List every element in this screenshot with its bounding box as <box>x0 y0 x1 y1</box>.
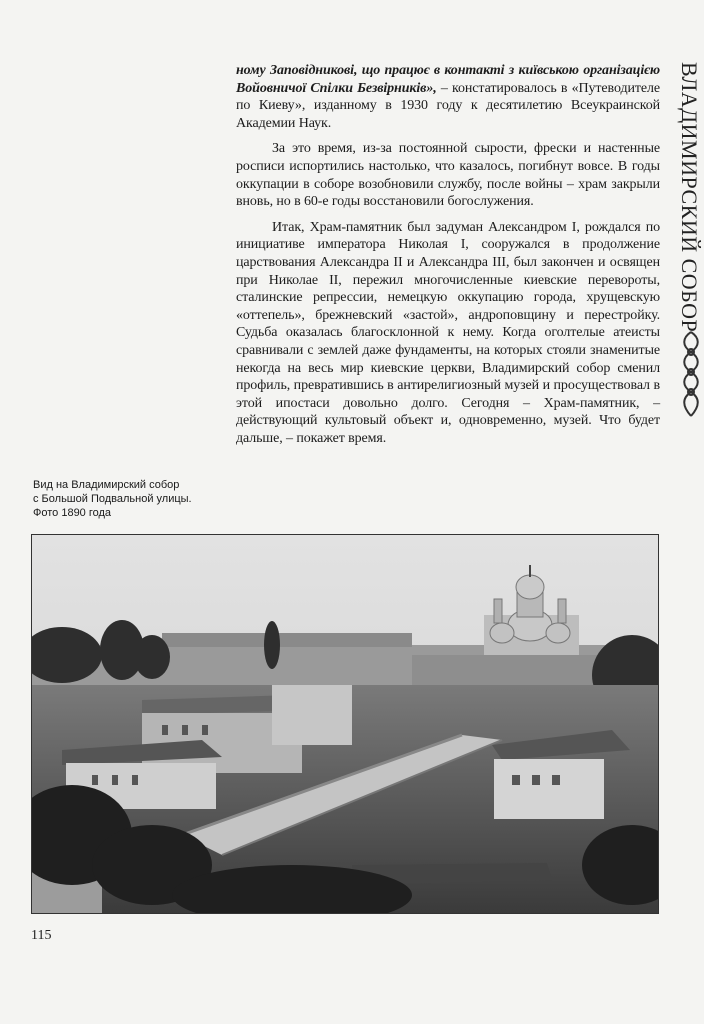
photo-illustration <box>32 535 659 914</box>
caption-line-3: Фото 1890 года <box>33 507 112 519</box>
paragraph-1 <box>236 62 660 132</box>
article-text <box>236 62 660 455</box>
historic-photo <box>31 534 659 914</box>
celtic-knot-ornament-icon <box>680 330 702 418</box>
paragraph-1-rest: – констатировалось в «Путеводителе по Киеву», изданному в 1930 году к десятилетию Всеукраинской Академии Наук. <box>236 80 660 131</box>
page-number: 115 <box>31 928 52 943</box>
running-title <box>677 62 704 333</box>
quote-ukrainian: ному Заповідникові, що працює в контакті з київською організацією Войовничої Спілки Безвірників», <box>236 63 660 96</box>
running-title-text: ВЛАДИМИРСКИЙ СОБОР <box>677 62 702 333</box>
photo-caption <box>33 478 233 520</box>
caption-line-2: с Большой Подвальной улицы. <box>33 493 192 505</box>
caption-line-1: Вид на Владимирский собор <box>33 479 180 491</box>
paragraph-2: За это время, из-за постоянной сырости, фрески и настенные росписи испортились настолько, что казалось, погибнут вовсе. В годы оккупации в соборе возобновили службу, после войны – храм закрыли вновь, но в 60-е годы восстановили богослужения. <box>236 141 660 210</box>
paragraph-3: Итак, Храм-памятник был задуман Александром I, рождался по инициативе императора Николая I, сооружался в продолжение царствования Александра II и Александра III, был закончен и освящен при Николае II, пережил многочисленные киевские перевороты, сталинские репрессии, немецкую оккупацию города, хрущевскую «оттепель», брежневский «застой», андроповщину и перестройку. Судьба оказалась благосклонной к нему. Когда оголтелые атеисты сравнивали с землей даже фундаменты, на которых стояли знаменитые некогда на весь мир киевские церкви, Владимирский собор сменил профиль, превратившись в антирелигиозный музей и просуществовал в этой ипостаси довольно долго. Сегодня – Храм-памятник, – действующий культовый объект и, одновременно, музей. Что будет дальше, – покажет время. <box>236 219 660 446</box>
